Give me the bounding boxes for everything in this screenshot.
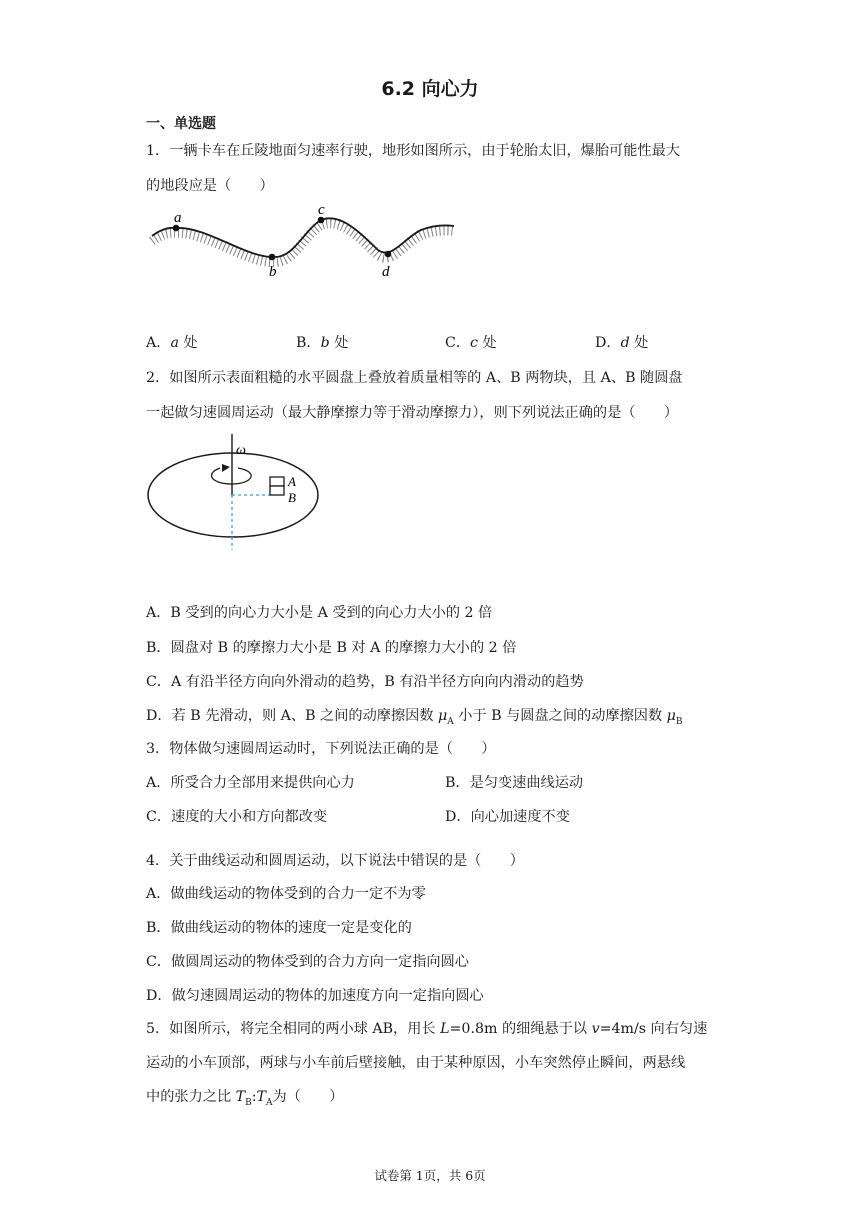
q5-stem-line3: 中的张力之比 $T_B:T_A$为（ ） — [146, 1089, 344, 1108]
q3-option-a[interactable]: A．所受合力全部用来提供向心力 — [146, 775, 355, 791]
q4-option-d[interactable]: D．做匀速圆周运动的物体的加速度方向一定指向圆心 — [146, 988, 484, 1004]
page-title: 6.2 向心力 — [381, 78, 479, 100]
q4-option-a[interactable]: A．做曲线运动的物体受到的合力一定不为零 — [146, 886, 426, 902]
point-d — [385, 251, 392, 258]
q2-option-c[interactable]: C．A 有沿半径方向向外滑动的趋势，B 有沿半径方向向内滑动的趋势 — [146, 674, 584, 690]
q2-stem-line1: 2．如图所示表面粗糙的水平圆盘上叠放着质量相等的 A、B 两物块，且 A、B 随圆盘 — [146, 370, 683, 386]
q4-option-b[interactable]: B．做曲线运动的物体的速度一定是变化的 — [146, 920, 412, 936]
q1-stem-line2: 的地段应是（ ） — [146, 178, 274, 194]
point-b — [269, 254, 276, 261]
q3-option-c[interactable]: C．速度的大小和方向都改变 — [146, 809, 328, 825]
q3-option-d[interactable]: D．向心加速度不变 — [445, 809, 570, 825]
q5-stem-line1: 5．如图所示，将完全相同的两小球 AB，用长 L=0.8m 的细绳悬于以 v=4m/s 向右匀速 — [146, 1021, 708, 1037]
label-c: c — [318, 202, 325, 218]
label-block-a: A — [288, 474, 296, 489]
q1-terrain-figure — [146, 200, 456, 280]
q5-stem-line2: 运动的小车顶部，两球与小车前后壁接触，由于某种原因，小车突然停止瞬间，两悬线 — [146, 1055, 686, 1071]
page-footer: 试卷第 1页，共 6页 — [374, 1168, 486, 1183]
q2-stem-line2: 一起做匀速圆周运动（最大静摩擦力等于滑动摩擦力），则下列说法正确的是（ ） — [146, 405, 679, 421]
q2-option-b[interactable]: B．圆盘对 B 的摩擦力大小是 B 对 A 的摩擦力大小的 2 倍 — [146, 640, 517, 656]
q3-stem: 3．物体做匀速圆周运动时，下列说法正确的是（ ） — [146, 741, 496, 757]
label-b: b — [269, 264, 277, 280]
q2-option-a[interactable]: A．B 受到的向心力大小是 A 受到的向心力大小的 2 倍 — [146, 605, 493, 621]
label-d: d — [382, 264, 390, 280]
block-a — [270, 477, 284, 486]
q2-option-d[interactable]: D．若 B 先滑动，则 A、B 之间的动摩擦因数 $\mu_A$ 小于 B 与圆盘之间的动摩擦因数 $\mu_B$ — [146, 708, 683, 727]
q1-stem-line1: 1．一辆卡车在丘陵地面匀速率行驶，地形如图所示，由于轮胎太旧，爆胎可能性最大 — [146, 143, 680, 159]
omega-label: ω — [236, 443, 246, 458]
q1-option-d[interactable]: D．d 处 — [595, 335, 649, 351]
block-b — [270, 486, 284, 495]
q1-option-c[interactable]: C．c 处 — [445, 335, 497, 351]
section-heading: 一、单选题 — [146, 116, 216, 132]
q1-option-b[interactable]: B．b 处 — [296, 335, 349, 351]
q2-disc-figure — [140, 428, 330, 556]
q3-option-b[interactable]: B．是匀变速曲线运动 — [445, 775, 584, 791]
label-block-b: B — [288, 490, 296, 505]
q4-option-c[interactable]: C．做圆周运动的物体受到的合力方向一定指向圆心 — [146, 954, 469, 970]
q1-option-a[interactable]: A．a 处 — [146, 335, 198, 351]
label-a: a — [174, 210, 182, 226]
q4-stem: 4．关于曲线运动和圆周运动，以下说法中错误的是（ ） — [146, 853, 524, 869]
